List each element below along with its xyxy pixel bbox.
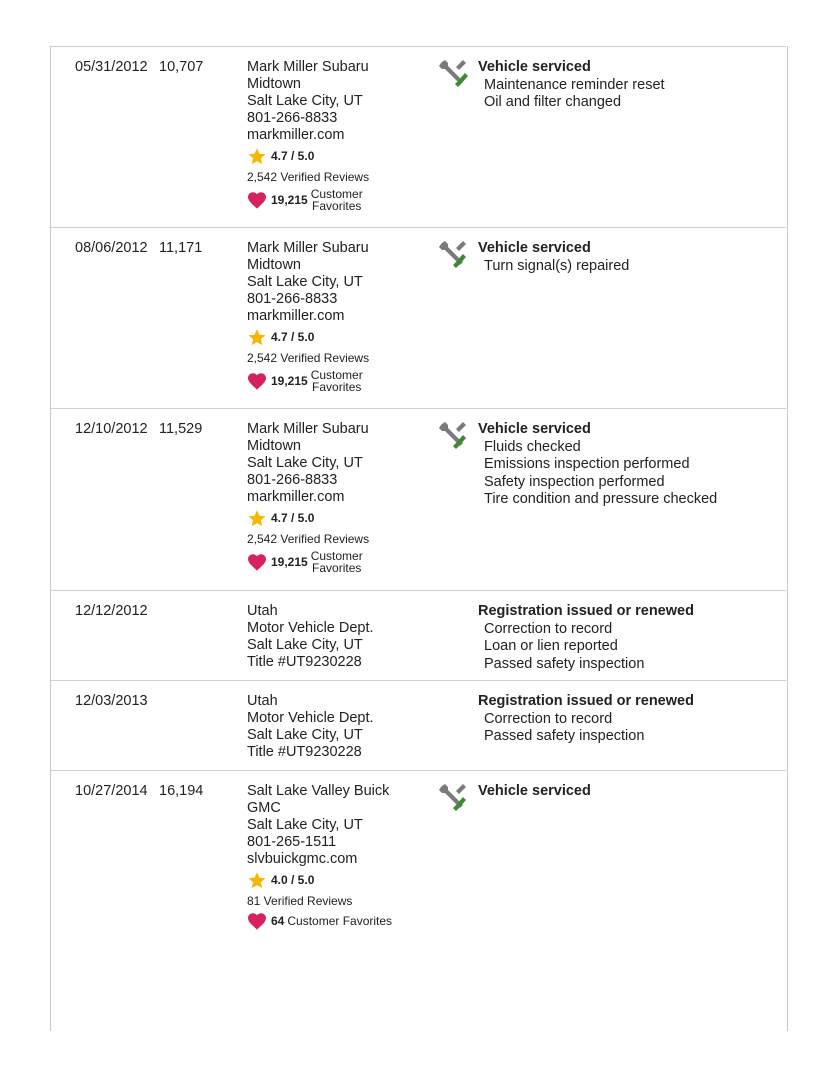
record-source <box>247 693 437 761</box>
star-icon <box>247 871 267 890</box>
heart-icon <box>247 191 267 209</box>
event-title: Vehicle serviced <box>478 240 591 256</box>
record-comments <box>478 783 591 801</box>
record-comments <box>478 421 717 509</box>
source-title-number: Title #UT9230228 <box>247 744 362 760</box>
source-line: Midtown <box>247 76 301 92</box>
event-title: Vehicle serviced <box>478 421 591 437</box>
verified-reviews-link[interactable]: 2,542 Verified Reviews <box>247 532 370 546</box>
event-title: Vehicle serviced <box>478 59 591 75</box>
source-line: Mark Miller Subaru <box>247 59 369 75</box>
record-source <box>247 59 437 212</box>
dealer-rating <box>247 509 437 528</box>
event-item: Fluids checked <box>484 438 581 455</box>
source-phone: 801-265-1511 <box>247 834 337 850</box>
event-item: Safety inspection performed <box>484 473 665 490</box>
event-item: Oil and filter changed <box>484 94 622 110</box>
record-row <box>51 46 786 227</box>
record-mileage: 11,171 <box>159 240 203 256</box>
dealer-rating <box>247 328 437 347</box>
event-item: Tire condition and pressure checked <box>484 491 718 507</box>
source-website-link[interactable]: markmiller.com <box>247 308 345 324</box>
customer-favorites <box>247 188 437 212</box>
event-item: Correction to record <box>484 710 613 727</box>
event-title: Registration issued or renewed <box>478 603 694 619</box>
wrench-screwdriver-icon <box>436 58 468 90</box>
record-comments <box>478 603 694 673</box>
star-icon <box>247 328 267 347</box>
source-line: Salt Lake City, UT <box>247 274 363 290</box>
record-comments <box>478 59 665 112</box>
record-mileage: 10,707 <box>159 59 204 75</box>
favorites-label: Customer Favorites <box>287 913 393 928</box>
wrench-screwdriver-icon <box>436 782 468 814</box>
rating-value: 4.7 / 5.0 <box>271 330 315 344</box>
source-line: Salt Lake City, UT <box>247 637 363 653</box>
record-mileage: 11,529 <box>159 421 203 437</box>
event-item: Loan or lien reported <box>484 638 618 654</box>
wrench-screwdriver-icon <box>436 420 468 452</box>
rating-value: 4.0 / 5.0 <box>271 873 315 887</box>
favorites-count: 19,215 <box>271 192 308 207</box>
heart-icon <box>247 372 267 390</box>
event-item: Passed safety inspection <box>484 728 645 744</box>
record-comments <box>478 693 694 746</box>
source-line: Midtown <box>247 257 301 273</box>
event-item: Turn signal(s) repaired <box>484 257 630 274</box>
heart-icon <box>247 553 267 571</box>
source-website-link[interactable]: slvbuickgmc.com <box>247 851 358 867</box>
source-line: Salt Lake City, UT <box>247 727 363 743</box>
record-row <box>51 408 786 590</box>
source-website-link[interactable]: markmiller.com <box>247 127 345 143</box>
record-source <box>247 240 437 393</box>
verified-reviews-link[interactable]: 2,542 Verified Reviews <box>247 351 370 365</box>
customer-favorites <box>247 550 437 574</box>
favorites-count: 64 <box>271 913 285 928</box>
source-line: Midtown <box>247 438 301 454</box>
source-line: Salt Lake City, UT <box>247 455 363 471</box>
record-row <box>51 590 786 680</box>
verified-reviews-link[interactable]: 2,542 Verified Reviews <box>247 170 370 184</box>
record-date: 12/10/2012 <box>75 421 148 437</box>
record-row <box>51 227 786 408</box>
source-line: Motor Vehicle Dept. <box>247 620 374 636</box>
record-source <box>247 603 437 671</box>
record-source <box>247 421 437 574</box>
source-website-link[interactable]: markmiller.com <box>247 489 345 505</box>
source-phone: 801-266-8833 <box>247 110 338 126</box>
dealer-rating <box>247 147 437 166</box>
record-date: 10/27/2014 <box>75 783 148 799</box>
source-line: Salt Lake City, UT <box>247 93 363 109</box>
favorites-label: Customer Favorites <box>310 549 363 575</box>
favorites-label: Customer Favorites <box>310 368 363 394</box>
rating-value: 4.7 / 5.0 <box>271 149 315 163</box>
event-item: Emissions inspection performed <box>484 456 690 472</box>
record-date: 08/06/2012 <box>75 240 148 256</box>
customer-favorites <box>247 369 437 393</box>
source-line: Utah <box>247 603 278 619</box>
source-line: Mark Miller Subaru <box>247 240 369 256</box>
record-date: 05/31/2012 <box>75 59 148 75</box>
source-line: Motor Vehicle Dept. <box>247 710 374 726</box>
source-line: Utah <box>247 693 278 709</box>
verified-reviews-link[interactable]: 81 Verified Reviews <box>247 894 353 908</box>
event-item: Correction to record <box>484 620 613 637</box>
heart-icon <box>247 912 267 930</box>
rating-value: 4.7 / 5.0 <box>271 511 315 525</box>
dealer-rating <box>247 871 437 890</box>
record-row <box>51 680 786 770</box>
record-date: 12/03/2013 <box>75 693 148 709</box>
source-line: Salt Lake Valley Buick <box>247 783 390 799</box>
record-comments <box>478 240 629 275</box>
record-source <box>247 783 437 930</box>
event-title: Registration issued or renewed <box>478 693 694 709</box>
record-mileage: 16,194 <box>159 783 204 799</box>
customer-favorites <box>247 912 437 930</box>
source-line: GMC <box>247 800 281 816</box>
source-title-number: Title #UT9230228 <box>247 654 362 670</box>
favorites-count: 19,215 <box>271 373 308 388</box>
star-icon <box>247 147 267 166</box>
source-line: Mark Miller Subaru <box>247 421 369 437</box>
source-phone: 801-266-8833 <box>247 291 338 307</box>
source-line: Salt Lake City, UT <box>247 817 363 833</box>
wrench-screwdriver-icon <box>436 239 468 271</box>
star-icon <box>247 509 267 528</box>
record-row <box>51 770 786 951</box>
record-date: 12/12/2012 <box>75 603 148 619</box>
favorites-count: 19,215 <box>271 554 308 569</box>
favorites-label: Customer Favorites <box>310 187 363 213</box>
event-title: Vehicle serviced <box>478 783 591 799</box>
event-item: Maintenance reminder reset <box>484 76 665 93</box>
source-phone: 801-266-8833 <box>247 472 338 488</box>
event-item: Passed safety inspection <box>484 655 645 672</box>
history-records <box>51 46 786 951</box>
